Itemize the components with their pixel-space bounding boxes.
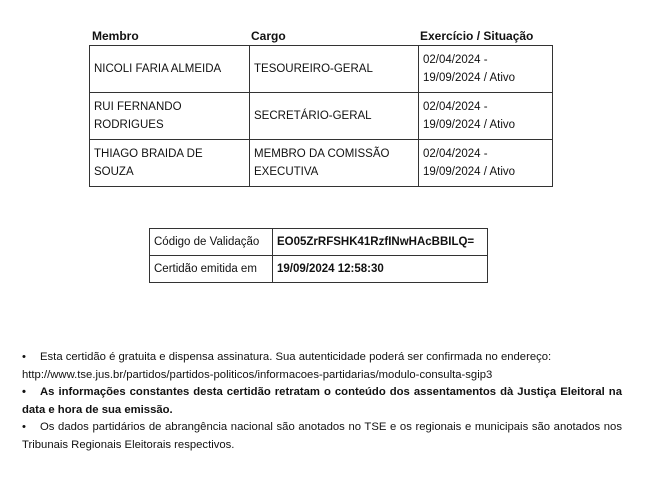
issued-at-row xyxy=(150,256,488,283)
note-text: As informações constantes desta certidão retratam o conteúdo dos assentamentos dà Justiça Eleitoral na data e hora de sua emissão. xyxy=(22,386,622,416)
table-row xyxy=(90,46,553,93)
member-name: THIAGO BRAIDA DE SOUZA xyxy=(90,140,250,187)
validation-code-value: EO05ZrRFSHK41RzfINwHAcBBILQ= xyxy=(273,229,488,256)
table-row xyxy=(90,140,553,187)
bullet-icon: • xyxy=(22,351,26,363)
validation-code-label: Código de Validação xyxy=(150,229,273,256)
validation-table xyxy=(149,228,488,283)
header-cargo: Cargo xyxy=(251,29,286,43)
note-content-info xyxy=(22,384,622,419)
member-role: TESOUREIRO-GERAL xyxy=(250,46,419,93)
member-name: RUI FERNANDO RODRIGUES xyxy=(90,93,250,140)
header-exercicio-situacao: Exercício / Situação xyxy=(420,29,534,43)
member-term xyxy=(419,140,553,187)
validation-code-row xyxy=(150,229,488,256)
term-end-status: 19/09/2024 / Ativo xyxy=(423,119,516,131)
issued-at-value: 19/09/2024 12:58:30 xyxy=(273,256,488,283)
bullet-icon: • xyxy=(22,421,26,433)
table-row xyxy=(90,93,553,140)
term-start: 02/04/2024 - xyxy=(423,54,488,66)
note-free-certificate xyxy=(22,349,622,367)
note-party-data xyxy=(22,419,622,454)
issued-at-label: Certidão emitida em xyxy=(150,256,273,283)
term-start: 02/04/2024 - xyxy=(423,148,488,160)
bullet-icon: • xyxy=(22,386,26,398)
members-table xyxy=(89,45,553,187)
member-role: MEMBRO DA COMISSÃO EXECUTIVA xyxy=(250,140,419,187)
member-role: SECRETÁRIO-GERAL xyxy=(250,93,419,140)
note-text: Esta certidão é gratuita e dispensa assinatura. Sua autenticidade poderá ser confirmada no endereço: xyxy=(40,351,552,363)
member-term xyxy=(419,93,553,140)
notes-section xyxy=(22,349,622,454)
term-end-status: 19/09/2024 / Ativo xyxy=(423,166,516,178)
note-text: Os dados partidários de abrangência nacional são anotados no TSE e os regionais e municipais são anotados nos Tribunais Regionais Eleitorais respectivos. xyxy=(22,421,622,451)
member-term xyxy=(419,46,553,93)
header-membro: Membro xyxy=(92,29,139,43)
verification-url[interactable]: http://www.tse.jus.br/partidos/partidos-politicos/informacoes-partidarias/modulo-consulta-sgip3 xyxy=(22,368,493,381)
member-name: NICOLI FARIA ALMEIDA xyxy=(90,46,250,93)
term-end-status: 19/09/2024 / Ativo xyxy=(423,72,516,84)
term-start: 02/04/2024 - xyxy=(423,101,488,113)
